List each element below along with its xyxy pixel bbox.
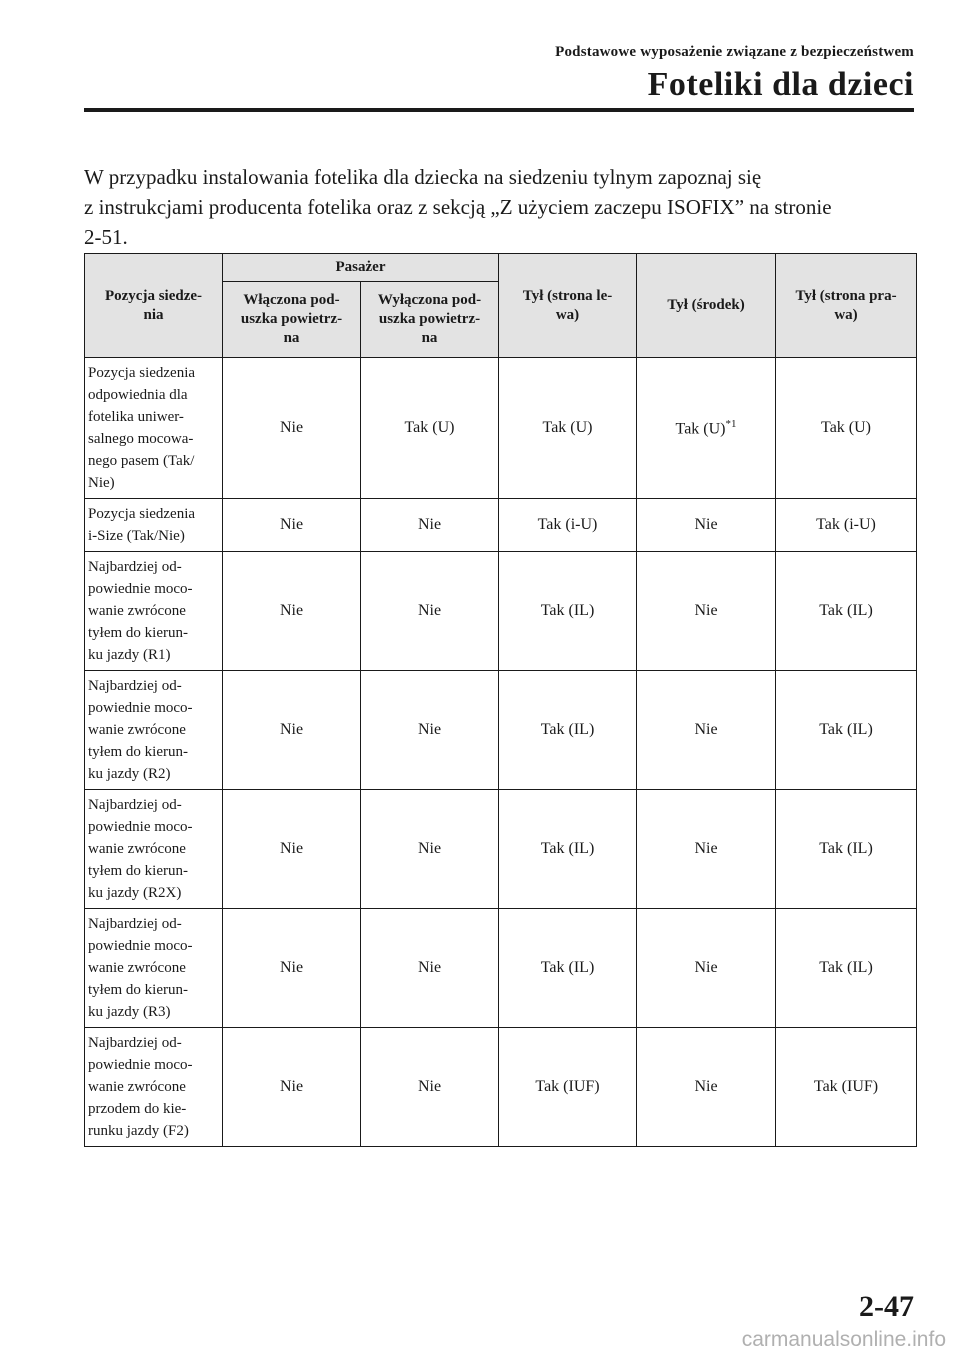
intro-line-2: z instrukcjami producenta fotelika oraz z sekcją „Z użyciem zaczepu ISOFIX” na stronie [84, 195, 832, 219]
cell-airbag-off: Nie [361, 1028, 499, 1147]
table-row [85, 671, 917, 790]
cell-rear-right: Tak (IUF) [776, 1028, 917, 1147]
cell-rear-left: Tak (i-U) [499, 499, 637, 552]
row-position-f2: Najbardziej od- powiednie moco- wanie zwrócone przodem do kie- runku jazdy (F2) [85, 1028, 223, 1147]
intro-line-1: W przypadku instalowania fotelika dla dziecka na siedzeniu tylnym zapoznaj się [84, 165, 762, 189]
row-position-r1: Najbardziej od- powiednie moco- wanie zwrócone tyłem do kierun- ku jazdy (R1) [85, 552, 223, 671]
cell-airbag-on: Nie [223, 671, 361, 790]
cell-rear-left: Tak (IL) [499, 790, 637, 909]
header-passenger: Pasażer [223, 254, 499, 282]
cell-airbag-off: Tak (U) [361, 358, 499, 499]
watermark: carmanualsonline.info [741, 1328, 946, 1351]
header-seat-position: Pozycja siedze- nia [85, 254, 223, 358]
cell-airbag-on: Nie [223, 790, 361, 909]
intro-paragraph [84, 162, 904, 252]
header-divider [84, 108, 914, 112]
table-row [85, 358, 917, 499]
cell-airbag-off: Nie [361, 909, 499, 1028]
cell-rear-right: Tak (IL) [776, 671, 917, 790]
cell-airbag-off: Nie [361, 790, 499, 909]
cell-rear-center: Nie [637, 1028, 776, 1147]
footnote-marker: *1 [725, 417, 737, 430]
page-title: Foteliki dla dzieci [647, 66, 914, 103]
cell-rear-left: Tak (U) [499, 358, 637, 499]
header-rear-left: Tył (strona le- wa) [499, 254, 637, 358]
cell-airbag-on: Nie [223, 552, 361, 671]
cell-airbag-on: Nie [223, 499, 361, 552]
cell-rear-center: Tak $(U)^{*1}$ [637, 358, 776, 499]
row-position-r2x: Najbardziej od- powiednie moco- wanie zwrócone tyłem do kierun- ku jazdy (R2X) [85, 790, 223, 909]
row-position-universal-belt: Pozycja siedzenia odpowiednia dla fotelika uniwer- salnego mocowa- nego pasem (Tak/ Nie) [85, 358, 223, 499]
cell-rear-left: Tak (IUF) [499, 1028, 637, 1147]
cell-rear-right: Tak (IL) [776, 909, 917, 1028]
row-position-i-size: Pozycja siedzenia i-Size (Tak/Nie) [85, 499, 223, 552]
cell-rear-center: Nie [637, 909, 776, 1028]
page-number: 2-47 [859, 1290, 914, 1323]
cell-rear-center: Nie [637, 499, 776, 552]
cell-rear-right: Tak (IL) [776, 790, 917, 909]
cell-rear-right: Tak (i-U) [776, 499, 917, 552]
cell-rear-right: Tak (IL) [776, 552, 917, 671]
cell-rear-left: Tak (IL) [499, 552, 637, 671]
cell-rear-center: Nie [637, 552, 776, 671]
table-row [85, 499, 917, 552]
table-row [85, 552, 917, 671]
cell-rear-center: Nie [637, 671, 776, 790]
cell-rear-center: Nie [637, 790, 776, 909]
cell-airbag-off: Nie [361, 552, 499, 671]
cell-airbag-on: Nie [223, 909, 361, 1028]
table-row [85, 909, 917, 1028]
header-rear-right: Tył (strona pra- wa) [776, 254, 917, 358]
table-row [85, 1028, 917, 1147]
header-airbag-on: Włączona pod- uszka powietrz- na [223, 282, 361, 358]
intro-line-3: 2-51. [84, 225, 128, 249]
row-position-r2: Najbardziej od- powiednie moco- wanie zwrócone tyłem do kierun- ku jazdy (R2) [85, 671, 223, 790]
header-airbag-off: Wyłączona pod- uszka powietrz- na [361, 282, 499, 358]
cell-airbag-off: Nie [361, 499, 499, 552]
section-heading: Podstawowe wyposażenie związane z bezpieczeństwem [555, 44, 914, 60]
seat-suitability-table [84, 253, 917, 1147]
cell-airbag-on: Nie [223, 1028, 361, 1147]
cell-rear-left: Tak (IL) [499, 671, 637, 790]
header-rear-center: Tył (środek) [637, 254, 776, 358]
cell-rear-right: Tak (U) [776, 358, 917, 499]
cell-airbag-on: Nie [223, 358, 361, 499]
row-position-r3: Najbardziej od- powiednie moco- wanie zwrócone tyłem do kierun- ku jazdy (R3) [85, 909, 223, 1028]
cell-rear-left: Tak (IL) [499, 909, 637, 1028]
cell-airbag-off: Nie [361, 671, 499, 790]
table-row [85, 790, 917, 909]
